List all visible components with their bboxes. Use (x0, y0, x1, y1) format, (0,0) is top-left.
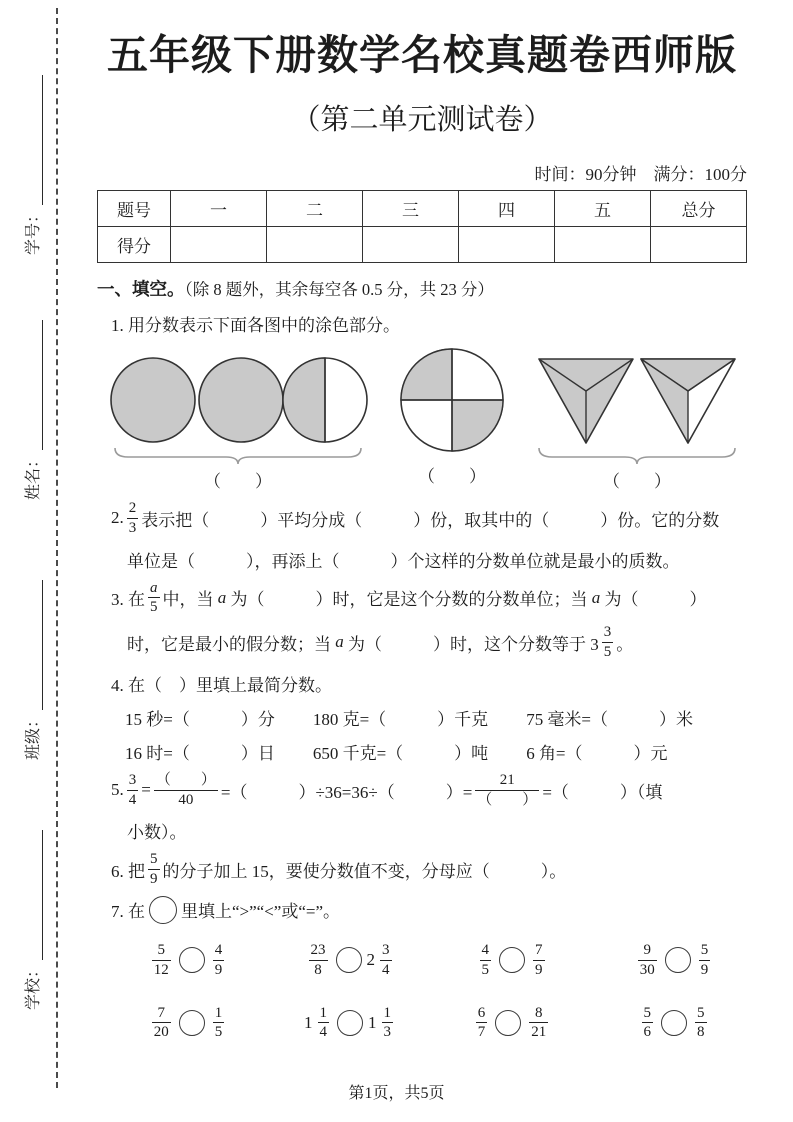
fraction-with-blank: $\frac{21}{( )}$ (477, 771, 538, 808)
fraction: $\frac{a}{5}$ (150, 579, 158, 616)
comparison-item: $\frac{9}{30}$ $\frac{5}{9}$ (639, 941, 709, 978)
comparison-circle (495, 1010, 521, 1036)
score-table-header-cell: 五 (555, 191, 651, 227)
question-text: 为（ ）时，这个分数等于 3 (343, 634, 599, 654)
comparison-circle (665, 947, 691, 973)
comparison-item: $\frac{7}{20}$ $\frac{1}{5}$ (153, 1004, 223, 1041)
score-cell (459, 227, 555, 263)
score-table-header-cell: 题号 (98, 191, 171, 227)
comparison-circle (149, 896, 177, 924)
question-text: 中，当 (162, 590, 218, 610)
question-3-line-1 (111, 580, 747, 617)
score-table-header-cell: 四 (459, 191, 555, 227)
question-text: 。 (616, 634, 634, 654)
unit-conversion: 180 克=（ ）千克 (312, 709, 489, 729)
section-title: 一、填空。 (97, 279, 185, 299)
comparison-item: $\frac{5}{12}$ $\frac{4}{9}$ (153, 941, 223, 978)
question-text: 为（ ） (600, 590, 707, 610)
fraction-with-blank: $\frac{( )}{40}$ (155, 771, 216, 808)
brace-under-circles (113, 446, 363, 466)
score-cell (267, 227, 363, 263)
brace-under-triangles (537, 446, 737, 466)
comparison-item: $\frac{6}{7}$ $\frac{8}{21}$ (477, 1004, 547, 1041)
school-field (17, 810, 43, 1010)
student-id-blank-line (26, 75, 43, 205)
equals-sign: = (141, 780, 151, 800)
score-table-header-cell: 三 (363, 191, 459, 227)
equation-text: =（ ）（填 (542, 782, 663, 802)
comparison-circle (179, 1010, 205, 1036)
question-1-figures (107, 346, 747, 492)
fraction: $\frac{3}{4}$ (128, 771, 137, 808)
question-number: 7. 在 (111, 902, 145, 922)
fraction: $\frac{5}{9}$ (150, 851, 158, 888)
answer-blank: （ ） (603, 472, 671, 491)
equation-text: =（ ）÷36=36÷（ ）= (220, 782, 473, 802)
section-note: （除 8 题外，其余每空各 0.5 分，共 23 分） (184, 280, 494, 299)
page-number: 第1页，共5页 (348, 1085, 445, 1102)
question-text: 里填上“>”“<”或“=”。 (181, 902, 341, 922)
fraction: $\frac{2}{3}$ (128, 500, 137, 536)
comparison-circle (336, 947, 362, 973)
question-text: 时，它是最小的假分数；当 (127, 634, 336, 654)
student-id-field (17, 55, 43, 255)
question-text: 表示把（ ）平均分成（ ）份，取其中的（ ）份。它的分数 (141, 510, 720, 530)
score-table-score-row (98, 227, 747, 263)
dashed-cut-line (56, 8, 58, 1088)
variable-a: a (335, 632, 344, 652)
page-subtitle: （第二单元测试卷） (291, 104, 553, 136)
comparison-circle (337, 1010, 363, 1036)
question-4-row-1 (125, 705, 747, 730)
answer-blank: （ ） (204, 472, 272, 491)
score-table-header-cell: 一 (171, 191, 267, 227)
section-heading (97, 276, 747, 301)
score-table-header-cell: 总分 (651, 191, 747, 227)
class-blank-line (26, 580, 43, 710)
unit-conversion: 75 毫米=（ ）米 (526, 709, 694, 729)
question-5-line-2: 小数）。 (127, 823, 187, 843)
comparison-item: $\frac{5}{6}$ $\frac{5}{8}$ (643, 1004, 705, 1041)
score-table (97, 190, 747, 263)
question-1-text: 1. 用分数表示下面各图中的涂色部分。 (111, 316, 400, 335)
class-field (17, 560, 43, 760)
page-title: 五年级下册数学名校真题卷西师版 (107, 32, 737, 78)
triangles-figure (537, 356, 737, 446)
comparison-item: $\frac{4}{5}$ $\frac{7}{9}$ (481, 941, 543, 978)
score-cell (363, 227, 459, 263)
school-label: 学校： (25, 961, 42, 1010)
question-text: 为（ ）时，它是这个分数的分数单位；当 (226, 590, 592, 610)
question-number: 2. (111, 508, 124, 528)
unit-conversion: 16 时=（ ）日 (125, 743, 275, 763)
comparison-grid (107, 942, 747, 1041)
shaded-quadrant (401, 349, 452, 400)
question-2-line-1 (111, 500, 747, 537)
fraction: $\frac{3}{5}$ (603, 624, 612, 660)
shaded-half-region (283, 358, 325, 442)
comparison-circle (499, 947, 525, 973)
question-number: 3. 在 (111, 590, 145, 610)
question-3-line-2 (127, 624, 747, 661)
class-label: 班级： (25, 711, 42, 760)
circles-figure-group (107, 346, 369, 492)
score-table-header-cell: 二 (267, 191, 363, 227)
comparison-item: 1 $\frac{1}{4}$ 1 $\frac{1}{3}$ (304, 1004, 391, 1041)
three-circles-figure (107, 354, 369, 446)
unit-conversion: 650 千克=（ ）吨 (312, 743, 489, 763)
shaded-quadrant (452, 400, 503, 451)
score-table-header-row (98, 191, 747, 227)
question-2-line-2: 单位是（ ），再添上（ ）个这样的分数单位就是最小的质数。 (127, 551, 680, 571)
shaded-circle (199, 358, 283, 442)
unit-conversion: 6 角=（ ）元 (526, 743, 668, 763)
question-text: 的分子加上 15，要使分数值不变，分母应（ ）。 (162, 862, 567, 882)
main-content (97, 0, 747, 1041)
question-6-line (111, 851, 747, 888)
answer-blank: （ ） (418, 467, 486, 486)
variable-a: a (591, 587, 601, 607)
student-id-label: 学号： (25, 206, 42, 255)
question-4-text: 4. 在（ ）里填上最简分数。 (111, 675, 332, 695)
unit-conversion: 15 秒=（ ）分 (125, 709, 275, 729)
triangles-figure-group (537, 346, 737, 492)
student-name-field (17, 300, 43, 500)
student-name-label: 姓名： (25, 451, 42, 500)
comparison-circle (179, 947, 205, 973)
comparison-item: $\frac{23}{8}$ 2 $\frac{3}{4}$ (310, 941, 390, 978)
question-7-line (111, 896, 747, 924)
question-number: 5. (111, 780, 124, 800)
variable-a: a (217, 587, 227, 607)
shaded-circle (111, 358, 195, 442)
score-cell (651, 227, 747, 263)
quarter-circle-figure (397, 346, 507, 454)
comparison-circle (661, 1010, 687, 1036)
score-row-label: 得分 (98, 227, 171, 263)
quarter-circle-figure-group (397, 346, 507, 487)
time-score-info: 时间：90分钟 满分：100分 (534, 165, 747, 184)
question-4-row-2 (125, 739, 747, 764)
school-blank-line (26, 830, 43, 960)
score-cell (171, 227, 267, 263)
question-number: 6. 把 (111, 862, 145, 882)
question-5-line-1 (111, 772, 747, 809)
student-name-blank-line (26, 320, 43, 450)
score-cell (555, 227, 651, 263)
